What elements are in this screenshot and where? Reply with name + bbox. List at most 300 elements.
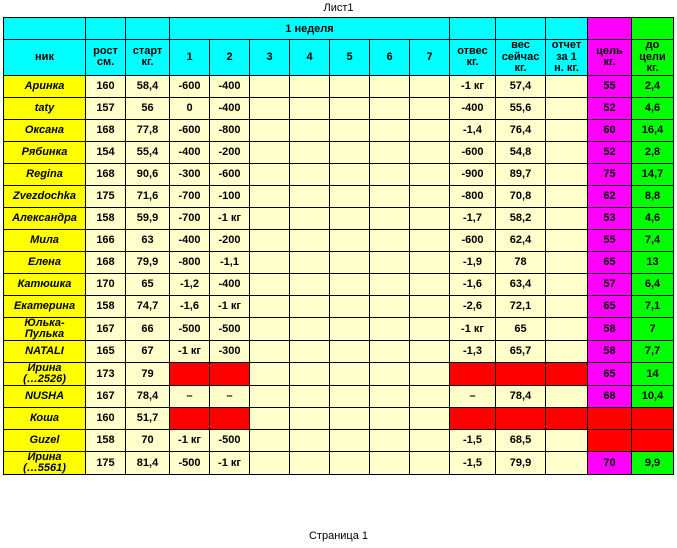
cell-height[interactable] xyxy=(86,317,126,340)
cell-d1[interactable] xyxy=(170,385,210,407)
cell-goal[interactable] xyxy=(588,163,632,185)
cell-d6[interactable] xyxy=(370,317,410,340)
cell-d7[interactable] xyxy=(410,141,450,163)
cell-d2[interactable] xyxy=(210,295,250,317)
cell-d3[interactable] xyxy=(250,119,290,141)
cell-d7[interactable] xyxy=(410,429,450,451)
cell-d5[interactable] xyxy=(330,317,370,340)
cell-otves[interactable] xyxy=(450,273,496,295)
cell-d6[interactable] xyxy=(370,451,410,474)
cell-d2[interactable] xyxy=(210,317,250,340)
cell-d4[interactable] xyxy=(290,75,330,97)
cell-otves[interactable] xyxy=(450,163,496,185)
cell-report[interactable] xyxy=(546,119,588,141)
cell-togoal[interactable] xyxy=(632,185,674,207)
cell-d6[interactable] xyxy=(370,429,410,451)
cell-d5[interactable] xyxy=(330,141,370,163)
cell-start[interactable] xyxy=(126,185,170,207)
cell-d7[interactable] xyxy=(410,362,450,385)
cell-now[interactable] xyxy=(496,317,546,340)
cell-otves[interactable] xyxy=(450,119,496,141)
cell-d5[interactable] xyxy=(330,97,370,119)
cell-d6[interactable] xyxy=(370,362,410,385)
cell-otves[interactable] xyxy=(450,385,496,407)
cell-d3[interactable] xyxy=(250,429,290,451)
cell-start[interactable] xyxy=(126,295,170,317)
cell-d5[interactable] xyxy=(330,295,370,317)
cell-start[interactable] xyxy=(126,317,170,340)
cell-now[interactable] xyxy=(496,251,546,273)
cell-start[interactable] xyxy=(126,340,170,362)
cell-now[interactable] xyxy=(496,273,546,295)
cell-d5[interactable] xyxy=(330,229,370,251)
cell-d6[interactable] xyxy=(370,97,410,119)
cell-togoal[interactable] xyxy=(632,251,674,273)
cell-d5[interactable] xyxy=(330,119,370,141)
cell-goal[interactable] xyxy=(588,451,632,474)
cell-height[interactable] xyxy=(86,207,126,229)
cell-d6[interactable] xyxy=(370,385,410,407)
cell-height[interactable] xyxy=(86,429,126,451)
cell-d2[interactable] xyxy=(210,119,250,141)
cell-d1[interactable] xyxy=(170,407,210,429)
cell-d3[interactable] xyxy=(250,451,290,474)
cell-nick[interactable] xyxy=(4,251,86,273)
cell-d6[interactable] xyxy=(370,340,410,362)
cell-otves[interactable] xyxy=(450,97,496,119)
table-row xyxy=(4,295,674,317)
cell-goal[interactable] xyxy=(588,97,632,119)
cell-value: 56 xyxy=(141,102,154,115)
cell-otves[interactable] xyxy=(450,229,496,251)
cell-togoal[interactable] xyxy=(632,385,674,407)
cell-value: 14 xyxy=(646,367,659,380)
cell-d2[interactable] xyxy=(210,163,250,185)
cell-togoal[interactable] xyxy=(632,141,674,163)
cell-report[interactable] xyxy=(546,163,588,185)
cell-d7[interactable] xyxy=(410,385,450,407)
cell-height[interactable] xyxy=(86,163,126,185)
cell-now[interactable] xyxy=(496,407,546,429)
cell-now[interactable] xyxy=(496,229,546,251)
cell-togoal[interactable] xyxy=(632,97,674,119)
cell-d3[interactable] xyxy=(250,251,290,273)
cell-nick[interactable] xyxy=(4,207,86,229)
cell-goal[interactable] xyxy=(588,407,632,429)
cell-d1[interactable] xyxy=(170,295,210,317)
cell-d1[interactable] xyxy=(170,317,210,340)
cell-d6[interactable] xyxy=(370,207,410,229)
cell-nick[interactable] xyxy=(4,229,86,251)
nick-label: Regina xyxy=(26,168,63,181)
cell-otves[interactable] xyxy=(450,75,496,97)
cell-start[interactable] xyxy=(126,119,170,141)
column-header-nick xyxy=(4,40,86,76)
cell-d3[interactable] xyxy=(250,295,290,317)
column-header-start xyxy=(126,40,170,76)
cell-goal[interactable] xyxy=(588,229,632,251)
nick-label: (…5561) xyxy=(23,461,66,474)
cell-d4[interactable] xyxy=(290,385,330,407)
cell-goal[interactable] xyxy=(588,429,632,451)
cell-d7[interactable] xyxy=(410,273,450,295)
cell-otves[interactable] xyxy=(450,429,496,451)
cell-height[interactable] xyxy=(86,97,126,119)
cell-d4[interactable] xyxy=(290,163,330,185)
cell-start[interactable] xyxy=(126,362,170,385)
cell-d7[interactable] xyxy=(410,207,450,229)
cell-report[interactable] xyxy=(546,340,588,362)
cell-height[interactable] xyxy=(86,75,126,97)
cell-nick[interactable] xyxy=(4,97,86,119)
cell-goal[interactable] xyxy=(588,185,632,207)
cell-value: -400 xyxy=(218,102,241,115)
cell-d5[interactable] xyxy=(330,163,370,185)
cell-d6[interactable] xyxy=(370,141,410,163)
cell-d6[interactable] xyxy=(370,229,410,251)
cell-d1[interactable] xyxy=(170,451,210,474)
cell-d5[interactable] xyxy=(330,273,370,295)
cell-start[interactable] xyxy=(126,207,170,229)
cell-nick[interactable] xyxy=(4,163,86,185)
cell-height[interactable] xyxy=(86,141,126,163)
cell-d2[interactable] xyxy=(210,451,250,474)
cell-height[interactable] xyxy=(86,295,126,317)
cell-d7[interactable] xyxy=(410,340,450,362)
cell-d1[interactable] xyxy=(170,429,210,451)
cell-d5[interactable] xyxy=(330,385,370,407)
cell-nick[interactable] xyxy=(4,407,86,429)
cell-start[interactable] xyxy=(126,229,170,251)
cell-d1[interactable] xyxy=(170,340,210,362)
cell-d6[interactable] xyxy=(370,163,410,185)
cell-d5[interactable] xyxy=(330,207,370,229)
cell-otves[interactable] xyxy=(450,451,496,474)
cell-d2[interactable] xyxy=(210,362,250,385)
cell-nick[interactable] xyxy=(4,340,86,362)
cell-goal[interactable] xyxy=(588,141,632,163)
cell-d4[interactable] xyxy=(290,340,330,362)
cell-height[interactable] xyxy=(86,229,126,251)
cell-goal[interactable] xyxy=(588,273,632,295)
cell-report[interactable] xyxy=(546,273,588,295)
cell-d7[interactable] xyxy=(410,251,450,273)
cell-d2[interactable] xyxy=(210,273,250,295)
cell-now[interactable] xyxy=(496,362,546,385)
cell-togoal[interactable] xyxy=(632,407,674,429)
cell-d5[interactable] xyxy=(330,429,370,451)
cell-d4[interactable] xyxy=(290,295,330,317)
cell-otves[interactable] xyxy=(450,207,496,229)
cell-height[interactable] xyxy=(86,407,126,429)
cell-d2[interactable] xyxy=(210,141,250,163)
cell-d2[interactable] xyxy=(210,185,250,207)
cell-d1[interactable] xyxy=(170,185,210,207)
cell-d6[interactable] xyxy=(370,119,410,141)
cell-d7[interactable] xyxy=(410,407,450,429)
cell-togoal[interactable] xyxy=(632,273,674,295)
cell-report[interactable] xyxy=(546,362,588,385)
cell-nick[interactable] xyxy=(4,451,86,474)
cell-otves[interactable] xyxy=(450,362,496,385)
cell-start[interactable] xyxy=(126,385,170,407)
cell-togoal[interactable] xyxy=(632,207,674,229)
cell-nick[interactable] xyxy=(4,119,86,141)
table-row xyxy=(4,429,674,451)
cell-d4[interactable] xyxy=(290,141,330,163)
cell-value: 157 xyxy=(96,102,115,115)
cell-goal[interactable] xyxy=(588,75,632,97)
cell-d4[interactable] xyxy=(290,362,330,385)
cell-goal[interactable] xyxy=(588,385,632,407)
cell-d7[interactable] xyxy=(410,119,450,141)
cell-start[interactable] xyxy=(126,97,170,119)
cell-value: -1,4 xyxy=(463,124,482,137)
cell-d7[interactable] xyxy=(410,295,450,317)
cell-start[interactable] xyxy=(126,75,170,97)
cell-d5[interactable] xyxy=(330,451,370,474)
cell-d3[interactable] xyxy=(250,185,290,207)
cell-value: 63 xyxy=(141,234,154,247)
cell-d1[interactable] xyxy=(170,163,210,185)
cell-report[interactable] xyxy=(546,451,588,474)
cell-d4[interactable] xyxy=(290,407,330,429)
cell-height[interactable] xyxy=(86,185,126,207)
cell-report[interactable] xyxy=(546,141,588,163)
cell-togoal[interactable] xyxy=(632,229,674,251)
cell-report[interactable] xyxy=(546,185,588,207)
cell-d2[interactable] xyxy=(210,207,250,229)
cell-d3[interactable] xyxy=(250,317,290,340)
cell-value: 51,7 xyxy=(136,412,159,425)
cell-goal[interactable] xyxy=(588,317,632,340)
cell-value: 71,6 xyxy=(136,190,159,203)
cell-d3[interactable] xyxy=(250,229,290,251)
cell-d2[interactable] xyxy=(210,340,250,362)
cell-value: 4,6 xyxy=(644,102,661,115)
cell-togoal[interactable] xyxy=(632,75,674,97)
cell-height[interactable] xyxy=(86,362,126,385)
cell-d4[interactable] xyxy=(290,97,330,119)
cell-d5[interactable] xyxy=(330,185,370,207)
cell-start[interactable] xyxy=(126,141,170,163)
nick-label: Александра xyxy=(12,212,77,225)
cell-d4[interactable] xyxy=(290,429,330,451)
cell-d4[interactable] xyxy=(290,451,330,474)
cell-togoal[interactable] xyxy=(632,451,674,474)
cell-d1[interactable] xyxy=(170,97,210,119)
cell-goal[interactable] xyxy=(588,362,632,385)
cell-d7[interactable] xyxy=(410,229,450,251)
cell-now[interactable] xyxy=(496,119,546,141)
cell-togoal[interactable] xyxy=(632,429,674,451)
cell-d7[interactable] xyxy=(410,451,450,474)
cell-now[interactable] xyxy=(496,451,546,474)
cell-now[interactable] xyxy=(496,340,546,362)
cell-d1[interactable] xyxy=(170,229,210,251)
cell-otves[interactable] xyxy=(450,295,496,317)
cell-togoal[interactable] xyxy=(632,317,674,340)
cell-d2[interactable] xyxy=(210,429,250,451)
cell-d2[interactable] xyxy=(210,75,250,97)
cell-value: -1,1 xyxy=(220,256,239,269)
cell-report[interactable] xyxy=(546,97,588,119)
cell-now[interactable] xyxy=(496,185,546,207)
cell-d1[interactable] xyxy=(170,273,210,295)
cell-otves[interactable] xyxy=(450,141,496,163)
cell-d1[interactable] xyxy=(170,251,210,273)
cell-report[interactable] xyxy=(546,251,588,273)
cell-height[interactable] xyxy=(86,119,126,141)
cell-d6[interactable] xyxy=(370,295,410,317)
cell-togoal[interactable] xyxy=(632,295,674,317)
cell-d5[interactable] xyxy=(330,407,370,429)
cell-otves[interactable] xyxy=(450,317,496,340)
cell-height[interactable] xyxy=(86,251,126,273)
cell-nick[interactable] xyxy=(4,295,86,317)
cell-nick[interactable] xyxy=(4,273,86,295)
cell-d1[interactable] xyxy=(170,141,210,163)
cell-d7[interactable] xyxy=(410,97,450,119)
cell-d7[interactable] xyxy=(410,75,450,97)
cell-d7[interactable] xyxy=(410,163,450,185)
cell-d3[interactable] xyxy=(250,273,290,295)
cell-nick[interactable] xyxy=(4,385,86,407)
cell-d3[interactable] xyxy=(250,163,290,185)
cell-d4[interactable] xyxy=(290,251,330,273)
cell-d5[interactable] xyxy=(330,75,370,97)
cell-d4[interactable] xyxy=(290,185,330,207)
cell-value: -1 кг xyxy=(178,434,201,447)
cell-value: 13 xyxy=(646,256,659,269)
cell-d6[interactable] xyxy=(370,273,410,295)
cell-otves[interactable] xyxy=(450,185,496,207)
cell-nick[interactable] xyxy=(4,185,86,207)
cell-now[interactable] xyxy=(496,163,546,185)
cell-d2[interactable] xyxy=(210,407,250,429)
cell-report[interactable] xyxy=(546,295,588,317)
cell-togoal[interactable] xyxy=(632,340,674,362)
cell-nick[interactable] xyxy=(4,429,86,451)
cell-d4[interactable] xyxy=(290,273,330,295)
cell-now[interactable] xyxy=(496,429,546,451)
cell-goal[interactable] xyxy=(588,295,632,317)
cell-otves[interactable] xyxy=(450,340,496,362)
cell-otves[interactable] xyxy=(450,251,496,273)
cell-d2[interactable] xyxy=(210,251,250,273)
column-header-line: до xyxy=(645,39,660,51)
cell-report[interactable] xyxy=(546,207,588,229)
table-row xyxy=(4,273,674,295)
cell-d3[interactable] xyxy=(250,340,290,362)
cell-now[interactable] xyxy=(496,295,546,317)
cell-start[interactable] xyxy=(126,407,170,429)
cell-d5[interactable] xyxy=(330,251,370,273)
cell-togoal[interactable] xyxy=(632,119,674,141)
cell-report[interactable] xyxy=(546,317,588,340)
cell-goal[interactable] xyxy=(588,207,632,229)
cell-d6[interactable] xyxy=(370,407,410,429)
cell-d3[interactable] xyxy=(250,97,290,119)
cell-report[interactable] xyxy=(546,429,588,451)
cell-d3[interactable] xyxy=(250,362,290,385)
cell-d4[interactable] xyxy=(290,229,330,251)
cell-value: -1,6 xyxy=(463,278,482,291)
cell-value: 7,4 xyxy=(644,234,661,247)
cell-d6[interactable] xyxy=(370,185,410,207)
cell-d3[interactable] xyxy=(250,141,290,163)
cell-d3[interactable] xyxy=(250,385,290,407)
cell-nick[interactable] xyxy=(4,75,86,97)
nick-label: Катюшка xyxy=(17,278,72,291)
cell-report[interactable] xyxy=(546,407,588,429)
cell-report[interactable] xyxy=(546,385,588,407)
column-header-height xyxy=(86,40,126,76)
cell-d1[interactable] xyxy=(170,207,210,229)
cell-d5[interactable] xyxy=(330,362,370,385)
cell-report[interactable] xyxy=(546,75,588,97)
cell-goal[interactable] xyxy=(588,251,632,273)
cell-d7[interactable] xyxy=(410,317,450,340)
cell-start[interactable] xyxy=(126,429,170,451)
cell-d7[interactable] xyxy=(410,185,450,207)
cell-now[interactable] xyxy=(496,97,546,119)
cell-d3[interactable] xyxy=(250,207,290,229)
cell-nick[interactable] xyxy=(4,317,86,340)
cell-report[interactable] xyxy=(546,229,588,251)
cell-now[interactable] xyxy=(496,75,546,97)
cell-togoal[interactable] xyxy=(632,362,674,385)
cell-now[interactable] xyxy=(496,207,546,229)
cell-start[interactable] xyxy=(126,273,170,295)
table-row xyxy=(4,163,674,185)
cell-togoal[interactable] xyxy=(632,163,674,185)
column-header-line: старт xyxy=(132,44,163,57)
cell-d6[interactable] xyxy=(370,251,410,273)
cell-height[interactable] xyxy=(86,451,126,474)
cell-d4[interactable] xyxy=(290,317,330,340)
cell-otves[interactable] xyxy=(450,407,496,429)
cell-d2[interactable] xyxy=(210,229,250,251)
cell-value: 173 xyxy=(96,367,115,380)
cell-d1[interactable] xyxy=(170,119,210,141)
cell-value: 158 xyxy=(96,434,115,447)
cell-height[interactable] xyxy=(86,273,126,295)
cell-goal[interactable] xyxy=(588,119,632,141)
cell-d4[interactable] xyxy=(290,207,330,229)
cell-d4[interactable] xyxy=(290,119,330,141)
cell-d1[interactable] xyxy=(170,362,210,385)
cell-goal[interactable] xyxy=(588,340,632,362)
cell-height[interactable] xyxy=(86,340,126,362)
cell-nick[interactable] xyxy=(4,141,86,163)
cell-d2[interactable] xyxy=(210,97,250,119)
cell-start[interactable] xyxy=(126,163,170,185)
cell-now[interactable] xyxy=(496,385,546,407)
cell-start[interactable] xyxy=(126,451,170,474)
cell-d6[interactable] xyxy=(370,75,410,97)
cell-nick[interactable] xyxy=(4,362,86,385)
cell-d3[interactable] xyxy=(250,407,290,429)
cell-value: 76,4 xyxy=(509,124,532,137)
cell-d5[interactable] xyxy=(330,340,370,362)
cell-d3[interactable] xyxy=(250,75,290,97)
cell-start[interactable] xyxy=(126,251,170,273)
cell-now[interactable] xyxy=(496,141,546,163)
cell-d1[interactable] xyxy=(170,75,210,97)
cell-height[interactable] xyxy=(86,385,126,407)
cell-d2[interactable] xyxy=(210,385,250,407)
